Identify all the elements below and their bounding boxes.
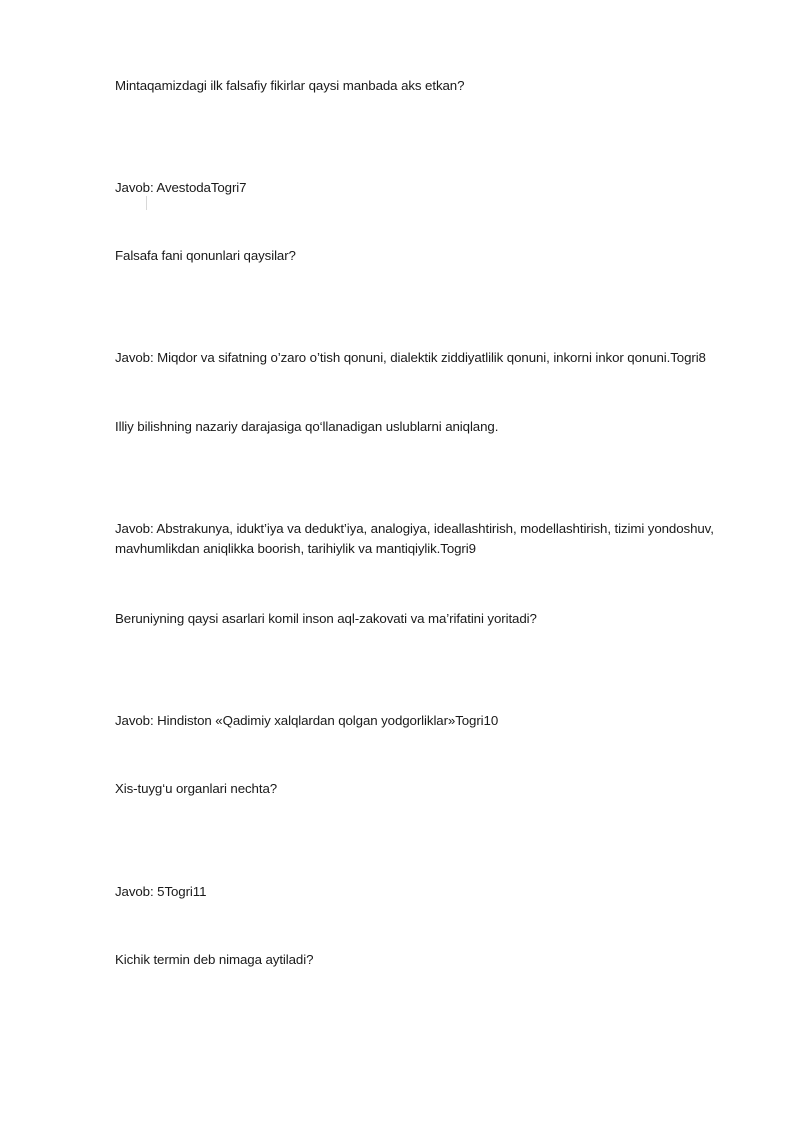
answer-2: Javob: Miqdor va sifatning o’zaro o’tish qonuni, dialektik ziddiyatlilik qonuni, inkorni inkor qonuni.Togri8 — [115, 350, 706, 365]
answer-1: Javob: AvestodaTogri7 — [115, 180, 247, 195]
question-5: Xis-tuyg‘u organlari nechta? — [115, 781, 278, 796]
answer-4: Javob: Hindiston «Qadimiy xalqlardan qolgan yodgorliklar»Togri10 — [115, 713, 499, 728]
question-1: Mintaqamizdagi ilk falsafiy fikirlar qaysi manbada aks etkan? — [115, 78, 465, 93]
question-4: Beruniyning qaysi asarlari komil inson aql-zakovati va ma’rifatini yoritadi? — [115, 611, 537, 626]
answer-5: Javob: 5Togri11 — [115, 884, 207, 899]
question-6: Kichik termin deb nimaga aytiladi? — [115, 952, 314, 967]
question-3: Illiy bilishning nazariy darajasiga qo‘llanadigan uslublarni aniqlang. — [115, 419, 499, 434]
answer-3: Javob: Abstrakunya, idukt’iya va dedukt’iya, analogiya, ideallashtirish, modellashtirish, tizimi yondoshuv, mavhumlikdan aniqlikka boorish, tarihiylik va mantiqiylik.Togri9 — [115, 521, 714, 556]
question-2: Falsafa fani qonunlari qaysilar? — [115, 248, 296, 263]
text-cursor — [146, 196, 147, 210]
